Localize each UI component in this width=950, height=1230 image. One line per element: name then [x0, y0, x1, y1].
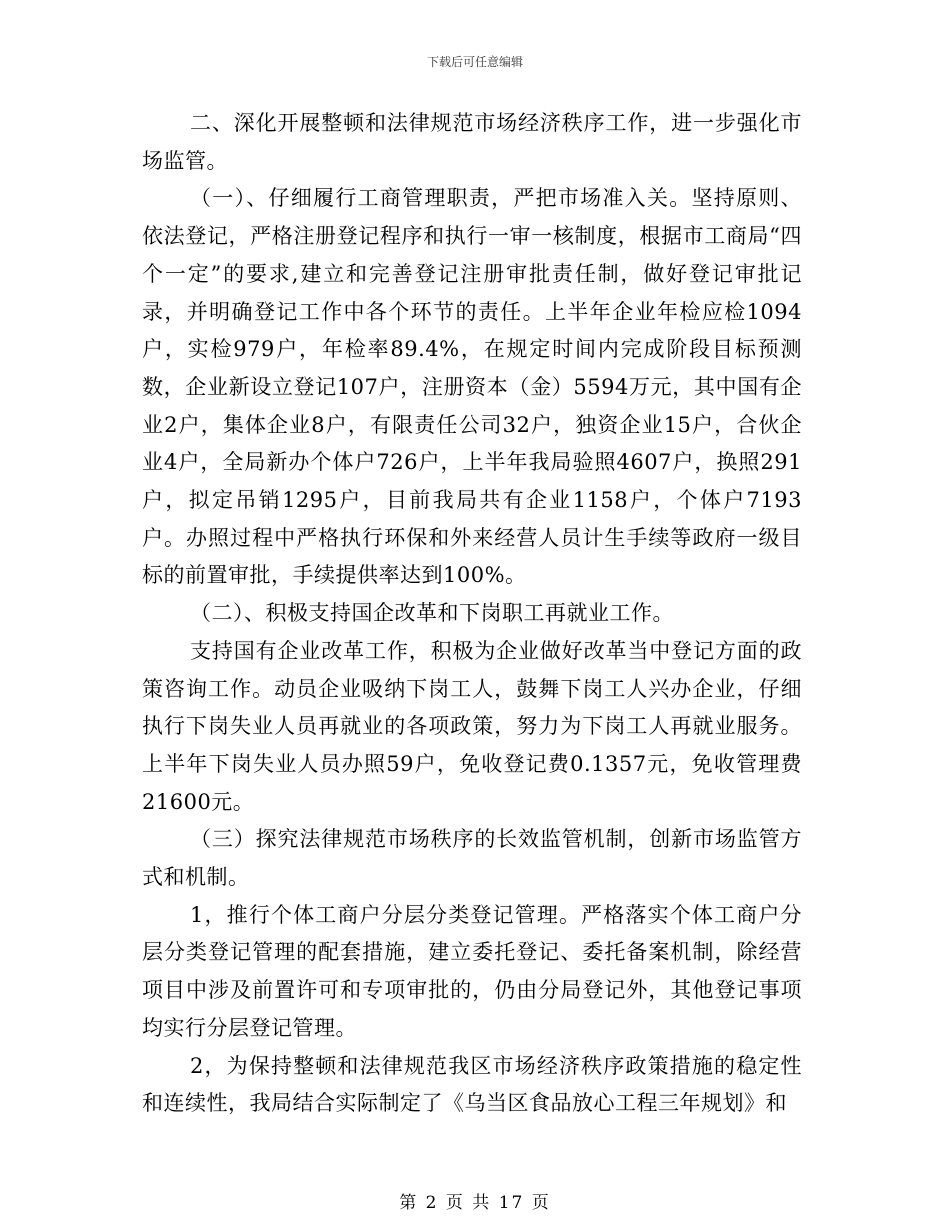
paragraph-point-2: 2，为保持整顿和法律规范我区市场经济秩序政策措施的稳定性和连续性，我局结合实际制定了《乌当区食品放心工程三年规划》和: [142, 1053, 802, 1116]
paragraph-item-2-heading: （二）、积极支持国企改革和下岗职工再就业工作。: [190, 601, 674, 626]
paragraph-item-3-heading: （三）探究法律规范市场秩序的长效监管机制，创新市场监管方式和机制。: [142, 827, 802, 890]
document-body: [142, 105, 802, 1123]
page-footer: 第 2 页 共 17 页: [399, 1193, 551, 1213]
paragraph-item-2-body: 支持国有企业改革工作，积极为企业做好改革当中登记方面的政策咨询工作。动员企业吸纳下岗工人，鼓舞下岗工人兴办企业，仔细执行下岗失业人员再就业的各项政策，努力为下岗工人再就业服务。上半年下岗失业人员办照59户，免收登记费0.1357元，免收管理费21600元。: [142, 638, 802, 814]
paragraph-item-1: （一）、仔细履行工商管理职责，严把市场准入关。坚持原则、依法登记，严格注册登记程序和执行一审一核制度，根据市工商局“四个一定”的要求,建立和完善登记注册审批责任制，做好登记审批记录，并明确登记工作中各个环节的责任。上半年企业年检应检1094户，实检979户，年检率89.4%，在规定时间内完成阶段目标预测数，企业新设立登记107户，注册资本（金）5594万元，其中国有企业2户，集体企业8户，有限责任公司32户，独资企业15户，合伙企业4户，全局新办个体户726户，上半年我局验照4607户，换照291户，拟定吊销1295户，目前我局共有企业1158户，个体户7193户。办照过程中严格执行环保和外来经营人员计生手续等政府一级目标的前置审批，手续提供率达到100%。: [142, 186, 802, 588]
paragraph-section-heading: 二、深化开展整顿和法律规范市场经济秩序工作，进一步强化市场监管。: [142, 111, 802, 173]
paragraph-point-1: 1，推行个体工商户分层分类登记管理。严格落实个体工商户分层分类登记管理的配套措施，建立委托登记、委托备案机制，除经营项目中涉及前置许可和专项审批的，仍由分局登记外，其他登记事项均实行分层登记管理。: [142, 902, 802, 1040]
page-header: 下载后可任意编辑: [426, 55, 523, 69]
